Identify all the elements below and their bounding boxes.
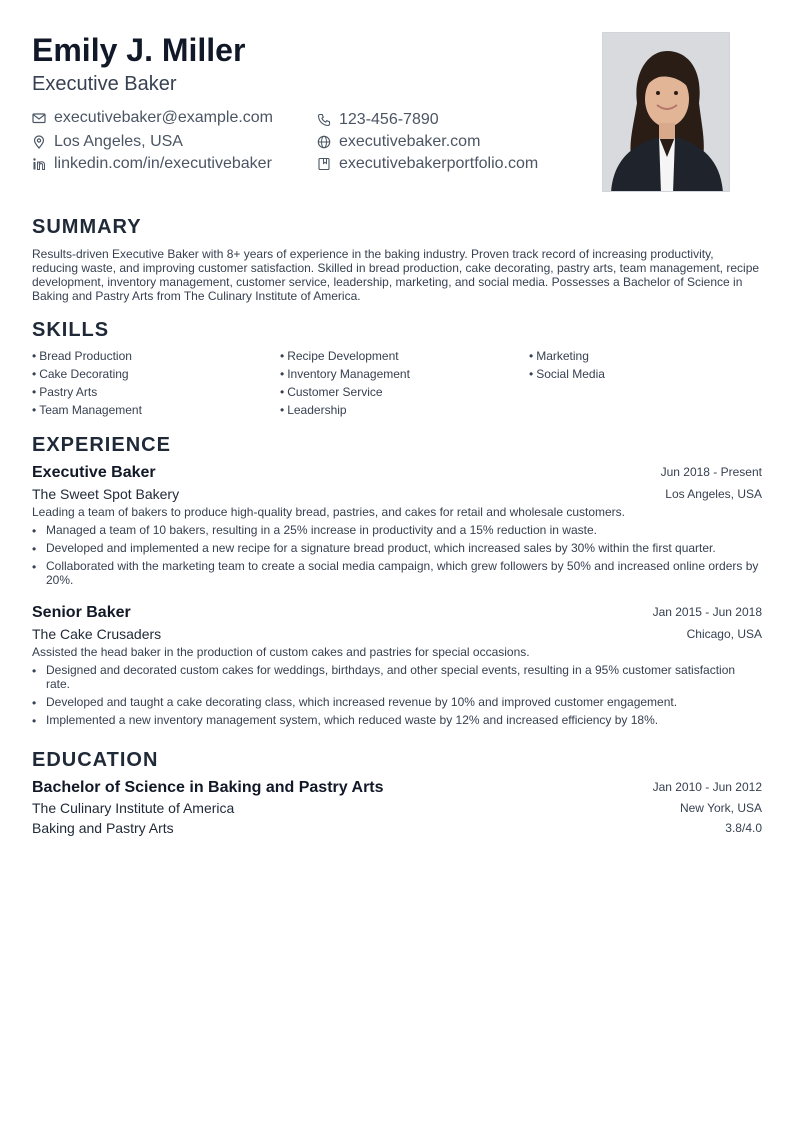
skills-heading: SKILLS [32,319,110,341]
globe-icon [317,135,331,149]
job-bullet: • Managed a team of 10 bakers, resulting in a 25% increase in productivity and a 15% reduction in waste. [32,523,597,538]
phone-icon [317,113,331,127]
skill-item: • Customer Service [280,385,383,399]
mail-icon [32,111,46,125]
contact-linkedin-text: linkedin.com/in/executivebaker [54,155,272,172]
candidate-role: Executive Baker [32,73,177,95]
skill-item: • Leadership [280,403,347,417]
school-name: The Culinary Institute of America [32,800,235,816]
skill-item: • Team Management [32,403,142,417]
job-bullet: • Collaborated with the marketing team to create a social media campaign, which grew followers by 50% and increased online orders by 20%. [32,559,759,587]
education-heading: EDUCATION [32,749,159,771]
job-bullet: • Developed and taught a cake decorating class, which increased revenue by 10% and improved customer engagement. [32,695,678,710]
job-bullets [32,663,762,727]
company-name: The Sweet Spot Bakery [32,486,180,502]
skill-item: • Recipe Development [280,349,399,363]
contact-portfolio-text: executivebakerportfolio.com [339,155,539,172]
degree-title: Bachelor of Science in Baking and Pastry Arts [32,779,384,796]
portrait-image [603,33,730,192]
candidate-name: Emily J. Miller [32,32,246,68]
education-date: Jan 2010 - Jun 2012 [652,780,762,794]
job-description: Leading a team of bakers to produce high-quality bread, pastries, and cakes for retail and wholesale customers. [32,505,626,519]
skill-item: • Cake Decorating [32,367,129,381]
contact-portfolio[interactable] [317,154,538,174]
contact-website[interactable] [317,132,480,152]
job-bullet: • Implemented a new inventory management system, which reduced waste by 12% and increased efficiency by 18%. [32,713,659,728]
job-date: Jan 2015 - Jun 2018 [652,605,762,619]
education-entry [32,778,762,839]
job-entry [32,603,762,731]
job-bullets [32,523,762,587]
job-bullet: • Developed and implemented a new recipe for a signature bread product, which increased sales by 30% within the first quarter. [32,541,716,556]
linkedin-icon [32,157,46,171]
skill-item: • Social Media [529,367,605,381]
contact-email[interactable] [32,108,273,128]
location-pin-icon [32,135,46,149]
resume-header [32,0,762,205]
job-title: Executive Baker [32,464,156,481]
job-bullet: • Designed and decorated custom cakes for weddings, birthdays, and other special events, resulting in a 95% customer satisfaction rate. [32,663,736,691]
bookmark-icon [317,157,331,171]
summary-heading: SUMMARY [32,216,142,238]
contact-location-text: Los Angeles, USA [54,133,183,150]
job-entry [32,463,762,591]
job-date: Jun 2018 - Present [660,465,762,479]
summary-text: Results-driven Executive Baker with 8+ years of experience in the baking industry. Proven track record of increasing productivity, reducing waste, and improving customer satisfaction. Skilled in bread production, cake decorating, pastry arts, team management, recipe development, inventory management, customer service, leadership, marketing, and social media. Possesses a Bachelor of Science in Baking and Pastry Arts from The Culinary Institute of America. [32,247,760,303]
company-name: The Cake Crusaders [32,626,162,642]
education-location: New York, USA [679,801,762,815]
skill-item: • Inventory Management [280,367,410,381]
job-description: Assisted the head baker in the production of custom cakes and pastries for special occasions. [32,645,530,659]
skill-item: • Marketing [529,349,589,363]
job-location: Chicago, USA [686,627,762,641]
field-of-study: Baking and Pastry Arts [32,820,174,836]
skill-item: • Bread Production [32,349,132,363]
contact-website-text: executivebaker.com [339,133,481,150]
contact-phone-text: 123-456-7890 [339,111,439,128]
contact-phone[interactable] [317,110,439,130]
gpa: 3.8/4.0 [725,821,762,835]
contact-location [32,132,183,152]
experience-heading: EXPERIENCE [32,434,171,456]
job-location: Los Angeles, USA [665,487,762,501]
job-title: Senior Baker [32,604,131,621]
profile-photo [602,32,730,192]
skill-item: • Pastry Arts [32,385,98,399]
resume-page [32,0,762,836]
contact-email-text: executivebaker@example.com [54,109,274,126]
contact-linkedin[interactable] [32,154,272,174]
